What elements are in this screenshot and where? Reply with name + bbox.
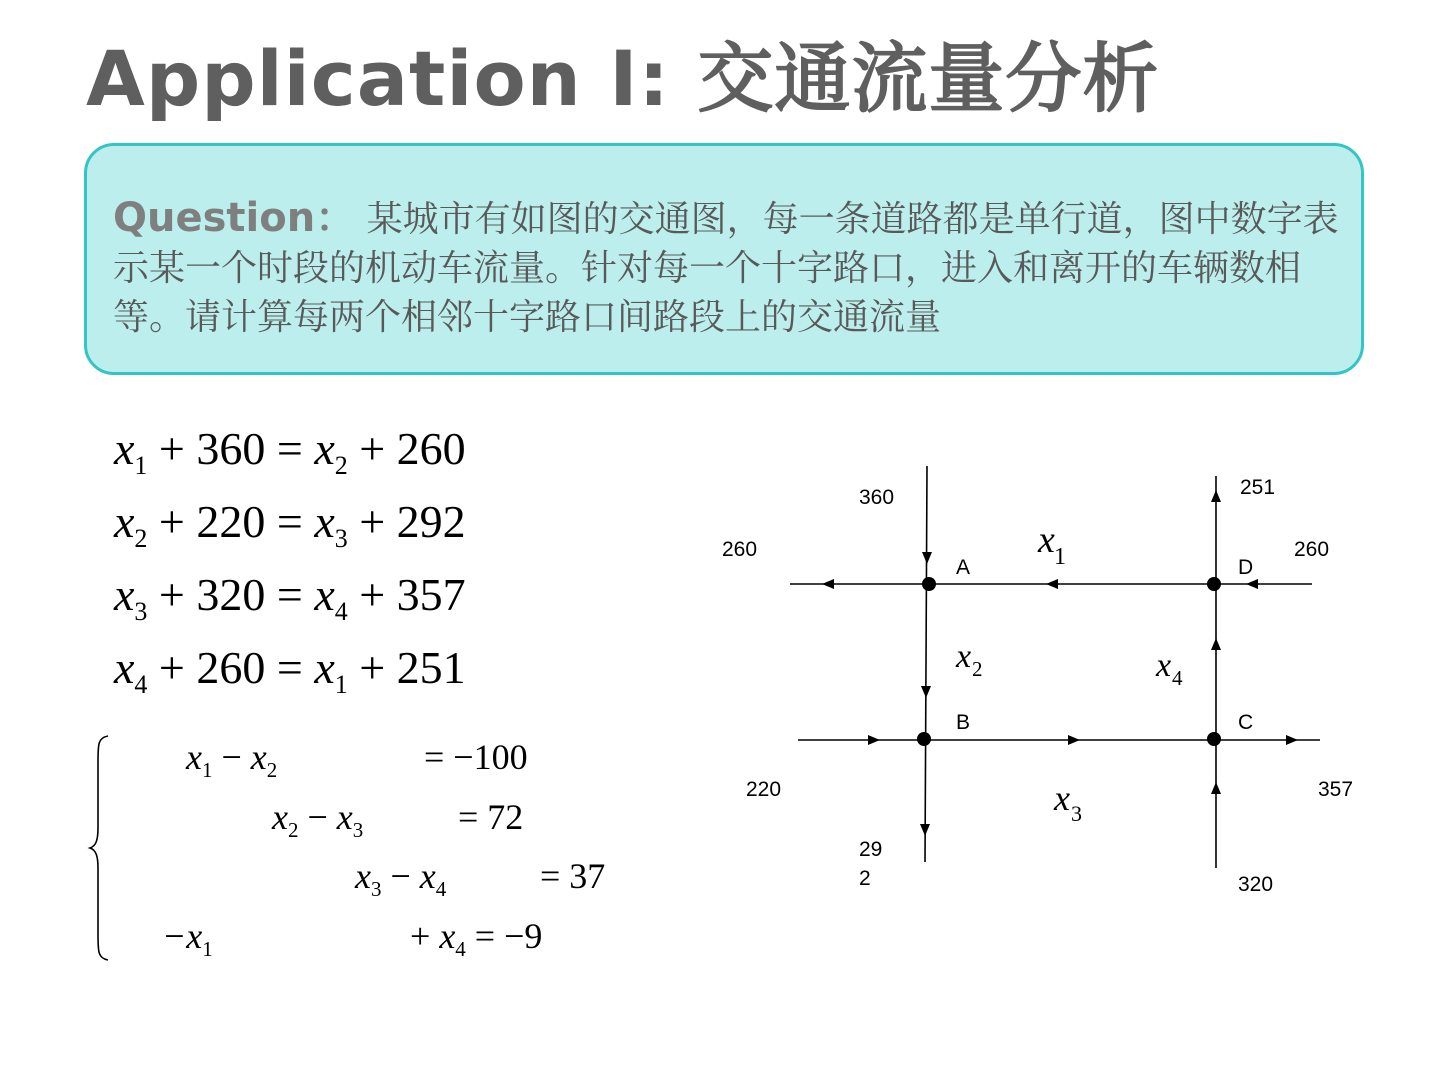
node-c-label: C	[1238, 711, 1254, 734]
system-row-4-b	[410, 915, 542, 962]
eq1-lhs-sub: 1	[134, 451, 148, 480]
arrow-left-top-2	[1046, 579, 1058, 589]
question-label: Question：	[113, 195, 356, 241]
arrow-up-right-3	[1211, 782, 1221, 794]
eq4-rhs-var: x	[314, 642, 335, 693]
node-b-label: B	[956, 711, 971, 734]
eq1-lhs-num: + 360 =	[158, 423, 303, 474]
arrow-left-top-3	[1246, 579, 1258, 589]
eq4-rhs-num: + 251	[359, 642, 466, 693]
node-d	[1207, 577, 1221, 591]
eq3-rhs-var: x	[314, 569, 335, 620]
flow-b-left: 220	[746, 778, 782, 801]
sys3-b: x	[419, 856, 436, 896]
sys3-a-sub: 3	[370, 877, 382, 901]
question-body: 某城市有如图的交通图，每一条道路都是单行道，图中数字表示某一个时段的机动车流量。针对每一个十字路口，进入和离开的车辆数相等。请计算每两个相邻十字路口间路段上的交通流量	[113, 199, 1339, 338]
eq4-lhs-sub: 4	[134, 670, 148, 699]
eq2-rhs-sub: 3	[334, 524, 348, 553]
traffic-diagram	[700, 440, 1354, 910]
var-x3-sub: 3	[1071, 801, 1082, 826]
road-left	[925, 466, 927, 862]
sys1-a: x	[186, 737, 202, 777]
arrow-down-left-3	[920, 824, 930, 836]
node-d-label: D	[1238, 556, 1254, 579]
eq2-rhs-var: x	[314, 496, 335, 547]
sys2-op: −	[307, 797, 328, 837]
flow-d-top: 251	[1240, 476, 1276, 499]
node-c	[1207, 732, 1221, 746]
equation-2	[114, 495, 466, 554]
arrow-left-top-1	[822, 579, 834, 589]
eq3-rhs-sub: 4	[334, 597, 348, 626]
eq4-rhs-sub: 1	[334, 670, 348, 699]
eq2-lhs-var: x	[114, 496, 135, 547]
arrow-down-left-1	[922, 552, 932, 564]
eq3-lhs-var: x	[114, 569, 135, 620]
sys2-b-sub: 3	[352, 818, 364, 842]
question-text-block	[113, 194, 1343, 342]
node-a	[922, 577, 936, 591]
sys1-b-sub: 2	[266, 758, 278, 782]
sys4-rhs: = −9	[474, 916, 543, 956]
eq1-rhs-var: x	[314, 423, 335, 474]
var-x2: x	[956, 638, 972, 675]
eq2-lhs-sub: 2	[134, 524, 148, 553]
system-row-1	[186, 736, 277, 783]
arrow-up-right-2	[1211, 638, 1221, 650]
system-brace	[86, 732, 116, 964]
sys4-b-sub: 4	[455, 937, 466, 961]
equation-1	[114, 422, 466, 481]
eq1-lhs-var: x	[114, 423, 135, 474]
eq3-lhs-sub: 3	[134, 597, 148, 626]
sys4-op: +	[410, 916, 431, 956]
sys3-a: x	[355, 856, 371, 896]
arrow-right-bottom-2	[1068, 735, 1080, 745]
system-row-3	[355, 855, 446, 902]
system-row-3-rhs: = 37	[540, 856, 606, 896]
eq2-lhs-num: + 220 =	[158, 496, 303, 547]
sys2-a: x	[272, 797, 288, 837]
var-x1: x	[1038, 519, 1055, 561]
sys4-a: −x	[162, 916, 203, 956]
eq1-rhs-sub: 2	[334, 451, 348, 480]
system-row-4-a	[162, 915, 213, 962]
flow-a-top: 360	[859, 486, 895, 509]
system-row-2	[272, 796, 363, 843]
eq4-lhs-num: + 260 =	[158, 642, 303, 693]
arrow-right-bottom-1	[868, 735, 880, 745]
flow-c-bottom: 320	[1238, 873, 1274, 896]
sys3-b-sub: 4	[435, 877, 447, 901]
arrow-right-bottom-3	[1286, 735, 1298, 745]
arrow-down-left-2	[921, 686, 931, 698]
var-x2-sub: 2	[972, 657, 983, 681]
eq2-rhs-num: + 292	[359, 496, 466, 547]
equation-4	[114, 641, 466, 700]
sys1-b: x	[250, 737, 267, 777]
flow-a-left: 260	[722, 538, 758, 561]
var-x1-sub: 1	[1054, 544, 1066, 570]
eq3-rhs-num: + 357	[359, 569, 466, 620]
flow-d-right: 260	[1294, 538, 1330, 561]
var-x4: x	[1156, 647, 1172, 684]
arrow-up-right-1	[1211, 490, 1221, 502]
equation-3	[114, 568, 466, 627]
eq4-lhs-var: x	[114, 642, 135, 693]
node-a-label: A	[956, 556, 971, 579]
question-box	[84, 143, 1364, 375]
sys4-a-sub: 1	[202, 937, 213, 961]
flow-b-bottom-2: 2	[859, 867, 871, 890]
eq1-rhs-num: + 260	[359, 423, 466, 474]
sys3-op: −	[390, 856, 411, 896]
system-row-2-rhs: = 72	[458, 797, 524, 837]
flow-c-right: 357	[1318, 778, 1354, 801]
eq3-lhs-num: + 320 =	[158, 569, 303, 620]
sys4-b: x	[439, 916, 456, 956]
sys2-b: x	[336, 797, 353, 837]
system-row-1-rhs: = −100	[424, 737, 528, 777]
sys1-a-sub: 1	[201, 758, 213, 782]
sys1-op: −	[221, 737, 242, 777]
node-b	[917, 732, 931, 746]
var-x3: x	[1054, 778, 1070, 818]
flow-b-bottom-1: 29	[859, 838, 883, 861]
sys2-a-sub: 2	[287, 818, 299, 842]
page-title: Application I: 交通流量分析	[86, 34, 1160, 123]
var-x4-sub: 4	[1172, 666, 1183, 690]
